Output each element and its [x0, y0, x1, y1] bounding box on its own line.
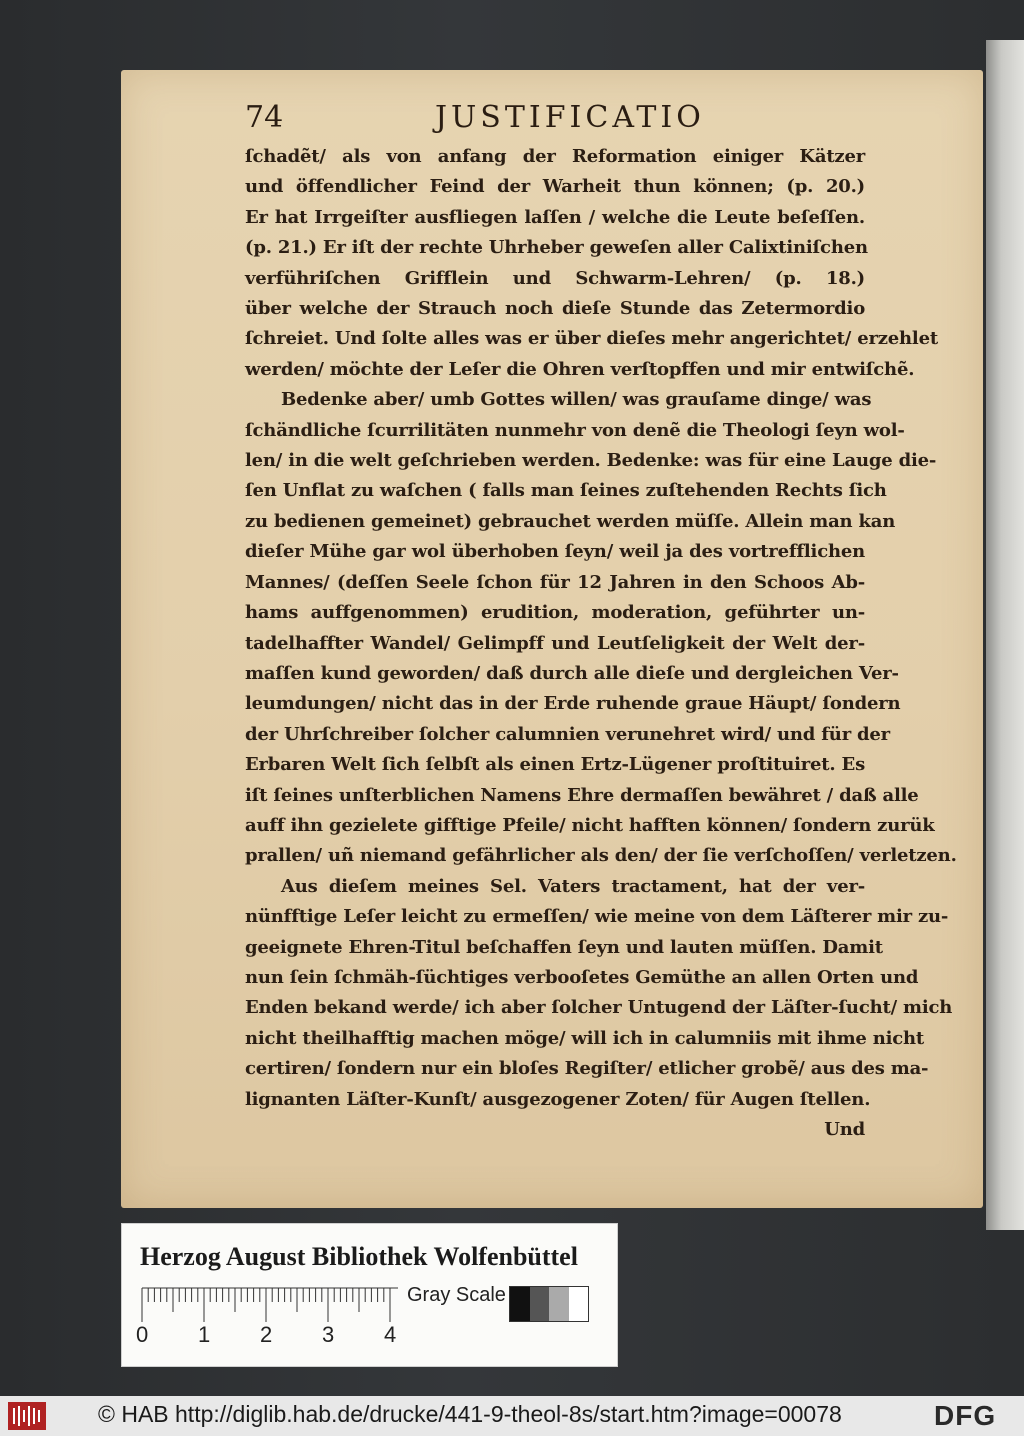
gray-patch: [530, 1287, 550, 1321]
text-line: nun ſein ſchmäh-ſüchtiges verbooſetes Gemüthe an allen Orten und: [245, 966, 919, 988]
text-line: geeignete Ehren-Titul beſchaffen ſeyn und lauten müſſen. Damit: [245, 936, 883, 958]
ruler-number: 1: [198, 1322, 211, 1347]
text-line: nicht theilhafftig machen möge/ will ich in calumniis mit ihme nicht: [245, 1027, 925, 1049]
gray-scale-label: Gray Scale: [407, 1284, 506, 1306]
text-line: ſchreiet. Und ſolte alles was er über dieſes mehr angerichtet/ erzehlet: [245, 328, 938, 350]
text-line: und öffendlicher Feind der Warheit thun können; (p. 20.): [245, 176, 865, 198]
ruler-number: 0: [136, 1322, 149, 1347]
text-line: Mannes/ (deſſen Seele ſchon für 12 Jahren in den Schoos Ab-: [245, 571, 865, 593]
text-line: (p. 21.) Er iſt der rechte Uhrheber geweſen aller Calixtiniſchen: [245, 237, 868, 259]
ruler-number: 4: [384, 1322, 397, 1347]
catchword: Und: [824, 1119, 865, 1140]
dfg-logo: DFG: [934, 1400, 997, 1431]
text-line: leumdungen/ nicht das in der Erde ruhende graue Häupt/ ſondern: [245, 693, 901, 715]
text-line: ſchadẽt/ als von anfang der Reformation einiger Kätzer: [245, 146, 865, 167]
text-line: werden/ möchte der Leſer die Ohren verſtopffen und mir entwiſchẽ.: [245, 358, 915, 380]
page-content: [245, 100, 957, 1145]
text-line: certiren/ ſondern nur ein bloſes Regiſter/ etlicher grobẽ/ aus des ma-: [245, 1058, 929, 1080]
text-line: dieſer Mühe gar wol überhoben ſeyn/ weil ja des vortrefflichen: [245, 541, 865, 563]
ruler-number: 3: [322, 1322, 335, 1347]
gray-patch: [510, 1287, 530, 1321]
text-line: Erbaren Welt ſich ſelbſt als einen Ertz-Lügener proſtituiret. Es: [245, 754, 865, 776]
page-header: [245, 100, 865, 144]
library-name: Herzog August Bibliothek Wolfenbüttel: [140, 1242, 578, 1271]
text-line: der Uhrſchreiber ſolcher calumnien verunehret wird/ und für der: [245, 723, 890, 745]
text-line: verführiſchen Grifflein und Schwarm-Lehren/ (p. 18.): [245, 267, 865, 289]
adjacent-page-edge: [986, 40, 1024, 1230]
page-number: 74: [245, 100, 284, 135]
text-line: nünfftige Leſer leicht zu ermeſſen/ wie meine von dem Läſterer mir zu-: [245, 906, 949, 928]
color-reference-card: [121, 1223, 618, 1367]
text-line: ſchändliche ſcurrilitäten nunmehr von denẽ die Theologi ſeyn wol-: [245, 419, 905, 441]
text-line: hams auffgenommen) erudition, moderation, geführter un-: [245, 602, 865, 624]
text-line: lignanten Läſter-Kunſt/ ausgezogener Zoten/ für Augen ſtellen.: [245, 1088, 871, 1110]
text-line: maſſen kund geworden/ daß durch alle dieſe und dergleichen Ver-: [245, 662, 899, 684]
text-line: über welche der Strauch noch dieſe Stunde das Zetermordio: [245, 298, 865, 320]
text-line: Er hat Irrgeiſter ausfliegen laſſen / welche die Leute beſeſſen.: [245, 206, 865, 228]
citation-link[interactable]: © HAB http://diglib.hab.de/drucke/441-9-theol-8s/start.htm?image=00078: [98, 1401, 842, 1427]
footer-bar: [0, 1396, 1024, 1436]
gray-scale-patches: [509, 1286, 589, 1322]
ruler-number: 2: [260, 1322, 273, 1347]
text-line: tadelhaffter Wandel/ Gelimpff und Leutſeligkeit der Welt der-: [245, 632, 865, 654]
measurement-ruler: [140, 1286, 400, 1324]
body-text: [245, 142, 957, 1145]
text-line: zu bedienen gemeinet) gebrauchet werden müſſe. Allein man kan: [245, 510, 896, 532]
text-line: iſt ſeines unſterblichen Namens Ehre dermaſſen bewähret / daß alle: [245, 784, 919, 806]
text-line: prallen/ uñ niemand gefährlicher als den/ der ſie verſchoſſen/ verletzen.: [245, 845, 957, 867]
library-logo-icon: [8, 1402, 46, 1430]
book-page: [121, 70, 983, 1208]
gray-patch: [569, 1287, 589, 1321]
text-line: ſen Unflat zu waſchen ( falls man ſeines zuſtehenden Rechts ſich: [245, 480, 887, 502]
text-line: Bedenke aber/ umb Gottes willen/ was grauſame dinge/ was: [281, 389, 872, 411]
text-line: Aus dieſem meines Sel. Vaters tractament, hat der ver-: [281, 875, 865, 897]
running-head: JUSTIFICATIO: [435, 100, 705, 135]
text-line: len/ in die welt geſchrieben werden. Bedenke: was für eine Lauge die-: [245, 450, 937, 472]
gray-patch: [549, 1287, 569, 1321]
text-line: auff ihn gezielete gifftige Pfeile/ nicht hafften können/ ſondern zurük: [245, 814, 935, 836]
ruler-numbers: [136, 1322, 406, 1346]
text-line: Enden bekand werde/ ich aber ſolcher Untugend der Läſter-ſucht/ mich: [245, 997, 953, 1019]
